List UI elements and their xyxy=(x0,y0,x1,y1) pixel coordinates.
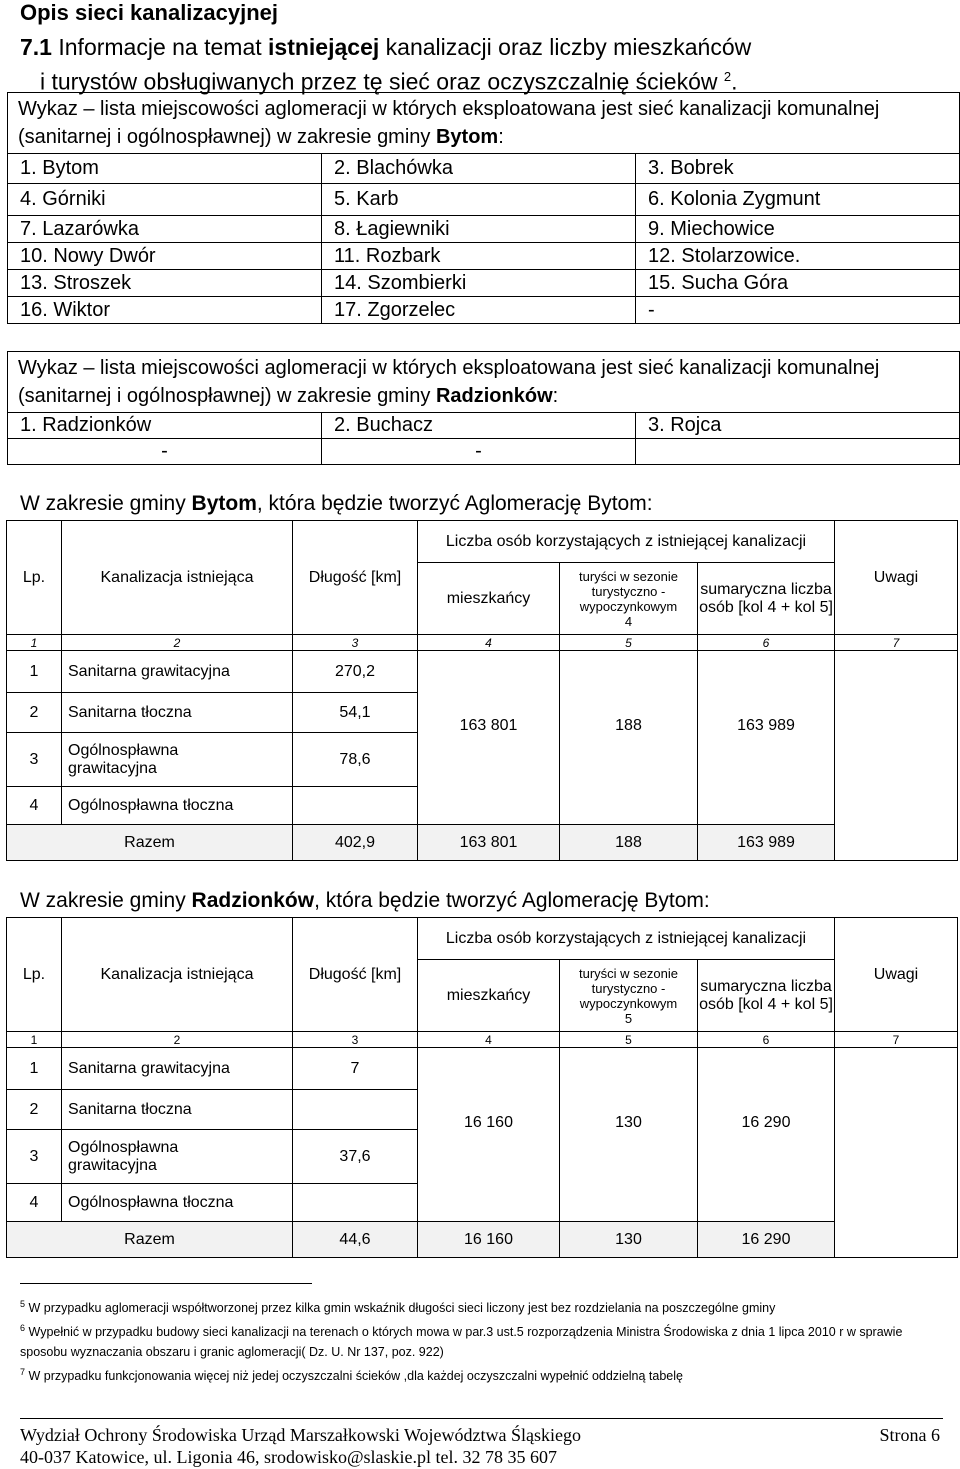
uwagi-cell xyxy=(835,651,958,861)
row-lp: 3 xyxy=(7,733,62,787)
section-heading-text: Informacje na temat xyxy=(58,34,269,60)
turysci-ref: 5 xyxy=(624,1010,633,1026)
footnote-text: W przypadku aglomeracji współtworzonej przez kilka gmin wskaźnik długości sieci liczony jest bez rozdzielania na poszczególne gminy xyxy=(28,1301,776,1316)
merged-sumaryczna: 16 290 xyxy=(698,1048,835,1222)
row-lp: 2 xyxy=(7,693,62,733)
radzionkow-intro-end: : xyxy=(552,385,559,407)
radzionkow-table-title xyxy=(20,889,710,913)
header-mieszkancy: mieszkańcy xyxy=(418,960,560,1032)
footnote xyxy=(20,1318,940,1362)
locality-cell: 2. Blachówka xyxy=(322,154,636,184)
col-index: 1 xyxy=(7,635,62,651)
locality-cell: 14. Szombierki xyxy=(322,270,636,297)
row-name: Sanitarna grawitacyjna xyxy=(62,651,293,693)
col-index: 2 xyxy=(62,635,293,651)
row-length: 54,1 xyxy=(293,693,418,733)
row-lp: 3 xyxy=(7,1130,62,1184)
locality-cell: 7. Lazarówka xyxy=(8,216,322,243)
title-text-end: , która będzie tworzyć Aglomerację Bytom: xyxy=(256,492,653,515)
merged-mieszkancy: 163 801 xyxy=(418,651,560,825)
row-name: Ogólnospławna grawitacyjna xyxy=(62,733,293,787)
turysci-text: turyści w sezonie turystyczno - wypoczynkowym xyxy=(579,965,678,1011)
row-lp: 4 xyxy=(7,1184,62,1222)
footnote-separator xyxy=(20,1283,312,1284)
header-kanalizacja: Kanalizacja istniejąca xyxy=(62,918,293,1032)
footnote xyxy=(20,1294,940,1318)
locality-cell: - xyxy=(322,439,636,465)
radzionkow-localities-table xyxy=(7,351,960,465)
uwagi-cell xyxy=(835,1048,958,1258)
row-length xyxy=(293,1184,418,1222)
merged-turysci: 130 xyxy=(560,1048,698,1222)
total-turysci: 188 xyxy=(560,825,698,861)
locality-cell: 4. Górniki xyxy=(8,184,322,216)
row-length xyxy=(293,1090,418,1130)
locality-cell: 1. Radzionków xyxy=(8,413,322,439)
header-lp: Lp. xyxy=(7,521,62,635)
title-bold: Radzionków xyxy=(191,889,315,912)
locality-cell: 10. Nowy Dwór xyxy=(8,243,322,270)
total-sumaryczna: 163 989 xyxy=(698,825,835,861)
total-label: Razem xyxy=(7,825,293,861)
header-kanalizacja: Kanalizacja istniejąca xyxy=(62,521,293,635)
locality-cell: 3. Bobrek xyxy=(636,154,960,184)
radzionkow-intro-text: Wykaz – lista miejscowości aglomeracji w których eksploatowana jest sieć kanalizacji komunalnej (sanitarnej i ogólnospławnej) w zakresie gminy xyxy=(18,357,880,407)
col-index: 2 xyxy=(62,1032,293,1048)
header-dlugosc: Długość [km] xyxy=(293,521,418,635)
bytom-list-intro xyxy=(8,93,960,154)
footer-address: 40-037 Katowice, ul. Ligonia 46, srodowisko@slaskie.pl tel. 32 78 35 607 xyxy=(20,1447,558,1467)
header-turysci xyxy=(560,563,698,635)
total-mieszkancy: 16 160 xyxy=(418,1222,560,1258)
total-mieszkancy: 163 801 xyxy=(418,825,560,861)
row-length: 37,6 xyxy=(293,1130,418,1184)
total-length: 44,6 xyxy=(293,1222,418,1258)
locality-cell: 15. Sucha Góra xyxy=(636,270,960,297)
section-heading-text-end: kanalizacji oraz liczby mieszkańców xyxy=(379,34,752,60)
header-sumaryczna: sumaryczna liczba osób [kol 4 + kol 5] xyxy=(698,563,835,635)
total-label: Razem xyxy=(7,1222,293,1258)
row-name: Sanitarna tłoczna xyxy=(62,1090,293,1130)
row-lp: 2 xyxy=(7,1090,62,1130)
footer-office: Wydział Ochrony Środowiska Urząd Marszałkowski Województwa Śląskiego xyxy=(20,1425,582,1445)
turysci-text: turyści w sezonie turystyczno - wypoczynkowym xyxy=(579,568,678,614)
footnote-text: W przypadku funkcjonowania więcej niż jedej oczyszczalni ścieków ,dla każdej oczyszczalni wypełnić oddzielną tabelę xyxy=(28,1369,683,1384)
col-index: 1 xyxy=(7,1032,62,1048)
row-length: 78,6 xyxy=(293,733,418,787)
locality-cell: 9. Miechowice xyxy=(636,216,960,243)
radzionkow-sewer-table xyxy=(6,917,958,1258)
col-index: 4 xyxy=(418,635,560,651)
section-heading xyxy=(20,32,751,97)
page-heading: Opis sieci kanalizacyjnej xyxy=(20,0,279,25)
locality-cell: 12. Stolarzowice. xyxy=(636,243,960,270)
section-heading-period: . xyxy=(731,68,738,95)
row-lp: 4 xyxy=(7,787,62,825)
locality-cell: 5. Karb xyxy=(322,184,636,216)
title-text: W zakresie gminy xyxy=(20,889,192,912)
col-index: 7 xyxy=(835,635,958,651)
title-text-end: , która będzie tworzyć Aglomerację Bytom: xyxy=(314,889,710,912)
merged-turysci: 188 xyxy=(560,651,698,825)
col-index: 5 xyxy=(560,635,698,651)
footnote-text: Wypełnić w przypadku budowy sieci kanalizacji na terenach o których mowa w par.3 ust.5 rozporządzenia Ministra Środowiska z dnia 1 lipca 2010 r w sprawie sposobu wyznaczania obszaru i granic aglomeracji( Dz. U. Nr 137, poz. 922) xyxy=(20,1325,903,1360)
bytom-sewer-table xyxy=(6,520,958,861)
header-dlugosc: Długość [km] xyxy=(293,918,418,1032)
col-index: 4 xyxy=(418,1032,560,1048)
col-index: 3 xyxy=(293,635,418,651)
col-index: 6 xyxy=(698,1032,835,1048)
col-index: 7 xyxy=(835,1032,958,1048)
header-liczba-osob: Liczba osób korzystających z istniejącej kanalizacji xyxy=(418,521,835,563)
footer-separator xyxy=(20,1418,943,1419)
locality-cell: 6. Kolonia Zygmunt xyxy=(636,184,960,216)
footnote-number: 7 xyxy=(20,1367,26,1378)
locality-cell: - xyxy=(8,439,322,465)
row-name: Sanitarna tłoczna xyxy=(62,693,293,733)
bytom-localities-table xyxy=(7,92,960,324)
merged-mieszkancy: 16 160 xyxy=(418,1048,560,1222)
bytom-intro-end: : xyxy=(498,126,504,148)
header-liczba-osob: Liczba osób korzystających z istniejącej kanalizacji xyxy=(418,918,835,960)
col-index: 5 xyxy=(560,1032,698,1048)
locality-cell: 16. Wiktor xyxy=(8,297,322,324)
footnotes xyxy=(20,1294,940,1386)
locality-cell: 1. Bytom xyxy=(8,154,322,184)
section-heading-line2: i turystów obsługiwanych przez tę sieć oraz oczyszczalnię ścieków xyxy=(40,68,718,95)
bytom-table-title xyxy=(20,492,653,516)
header-uwagi: Uwagi xyxy=(835,521,958,635)
locality-cell: 11. Rozbark xyxy=(322,243,636,270)
row-name: Ogólnospławna tłoczna xyxy=(62,787,293,825)
row-length: 270,2 xyxy=(293,651,418,693)
footnote xyxy=(20,1362,940,1386)
locality-cell: 8. Łagiewniki xyxy=(322,216,636,243)
col-index: 3 xyxy=(293,1032,418,1048)
header-turysci xyxy=(560,960,698,1032)
locality-cell: 13. Stroszek xyxy=(8,270,322,297)
header-lp: Lp. xyxy=(7,918,62,1032)
locality-cell xyxy=(636,439,960,465)
total-sumaryczna: 16 290 xyxy=(698,1222,835,1258)
page-footer xyxy=(20,1424,940,1468)
merged-sumaryczna: 163 989 xyxy=(698,651,835,825)
locality-cell: 2. Buchacz xyxy=(322,413,636,439)
footnote-ref: 2 xyxy=(723,69,732,84)
footnote-number: 6 xyxy=(20,1323,26,1334)
locality-cell: 17. Zgorzelec xyxy=(322,297,636,324)
radzionkow-list-intro xyxy=(8,352,960,413)
row-lp: 1 xyxy=(7,651,62,693)
row-name: Ogólnospławna grawitacyjna xyxy=(62,1130,293,1184)
row-length: 7 xyxy=(293,1048,418,1090)
bytom-intro-bold: Bytom xyxy=(435,126,499,148)
radzionkow-intro-bold: Radzionków xyxy=(435,385,553,407)
title-bold: Bytom xyxy=(191,492,257,515)
row-name: Ogólnospławna tłoczna xyxy=(62,1184,293,1222)
page-number: Strona 6 xyxy=(879,1425,940,1445)
row-length xyxy=(293,787,418,825)
header-sumaryczna: sumaryczna liczba osób [kol 4 + kol 5] xyxy=(698,960,835,1032)
total-turysci: 130 xyxy=(560,1222,698,1258)
locality-cell: - xyxy=(636,297,960,324)
row-name: Sanitarna grawitacyjna xyxy=(62,1048,293,1090)
section-heading-bold: istniejącej xyxy=(268,34,380,60)
col-index: 6 xyxy=(698,635,835,651)
turysci-ref: 4 xyxy=(624,613,633,629)
row-lp: 1 xyxy=(7,1048,62,1090)
bytom-intro-text: Wykaz – lista miejscowości aglomeracji w których eksploatowana jest sieć kanalizacji komunalnej (sanitarnej i ogólnospławnej) w zakresie gminy xyxy=(18,98,880,148)
header-uwagi: Uwagi xyxy=(835,918,958,1032)
locality-cell: 3. Rojca xyxy=(636,413,960,439)
total-length: 402,9 xyxy=(293,825,418,861)
header-mieszkancy: mieszkańcy xyxy=(418,563,560,635)
section-number: 7.1 xyxy=(20,34,52,60)
footnote-number: 5 xyxy=(20,1299,26,1309)
title-text: W zakresie gminy xyxy=(20,492,192,515)
